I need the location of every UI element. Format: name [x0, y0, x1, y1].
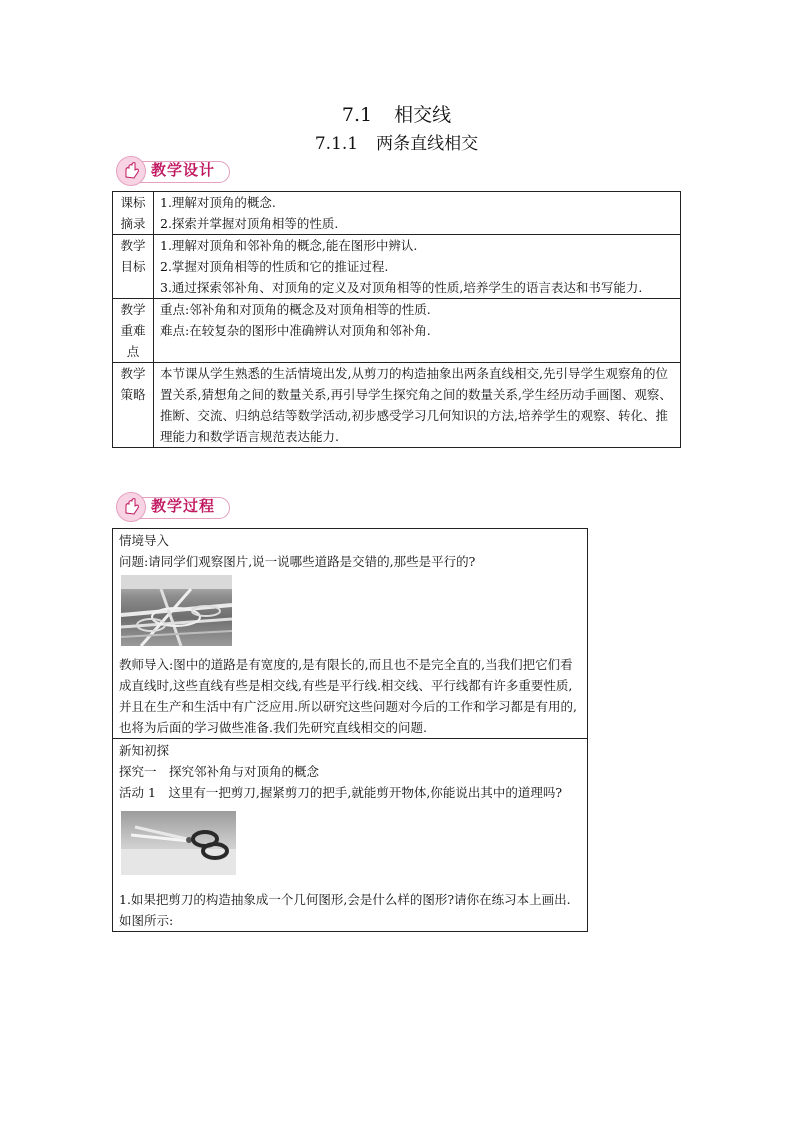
badge-hand-icon	[116, 156, 146, 186]
badge-hand-icon	[116, 492, 146, 522]
section-title	[0, 100, 793, 127]
subsection-number: 7.1.1	[314, 134, 359, 154]
section-number: 7.1	[341, 104, 373, 126]
content-line: 2.探索并掌握对顶角相等的性质.	[160, 216, 339, 231]
subsection-title	[0, 129, 793, 154]
row-content	[154, 363, 681, 448]
row-label	[113, 235, 154, 299]
row-label-line: 教学	[120, 238, 146, 253]
process-cell-intro	[113, 529, 588, 739]
row-label-line: 教学	[120, 302, 146, 317]
content-line: 本节课从学生熟悉的生活情境出发,从剪刀的构造抽象出两条直线相交,先引导学生观察角的位置关系,猜想角之间的数量关系,再引导学生探究角之间的数量关系,学生经历动手画图、观察、推断、交流、归纳总结等数学活动,初步感受学习几何知识的方法,培养学生的观察、转化、推理能力和数学语言规范表达能力.	[160, 366, 672, 444]
content-line: 2.掌握对顶角相等的性质和它的推证过程.	[160, 259, 389, 274]
teacher-intro-text: 教师导入:图中的道路是有宽度的,是有限长的,而且也不是完全直的,当我们把它们看成直线时,这些直线有些是相交线,有些是平行线.相交线、平行线都有许多重要性质,并且在生产和生活中有广泛应用.所以研究这些问题对今后的工作和学习都是有用的,也将为后面的学习做些准备.我们先研究直线相交的问题.	[119, 657, 577, 735]
table-row	[113, 363, 681, 448]
content-line: 1.理解对顶角和邻补角的概念,能在图形中辨认.	[160, 238, 418, 253]
row-label-line: 课标	[120, 195, 146, 210]
question-text: 问题:请同学们观察图片,说一说哪些道路是交错的,那些是平行的?	[119, 554, 476, 569]
row-content	[154, 235, 681, 299]
process-badge-label: 教学过程	[151, 497, 216, 515]
content-line: 3.通过探索邻补角、对顶角的定义及对顶角相等的性质,培养学生的语言表达和书写能力.	[160, 280, 643, 295]
process-table	[112, 528, 588, 932]
section-heading: 情境导入	[119, 533, 170, 548]
process-badge	[116, 492, 234, 522]
row-content	[154, 299, 681, 363]
row-label-line: 点	[126, 344, 140, 359]
row-label-line: 目标	[120, 259, 146, 274]
row-label	[113, 363, 154, 448]
subsection-title-text: 两条直线相交	[376, 134, 479, 154]
design-table	[112, 191, 681, 448]
section-title-text: 相交线	[394, 104, 452, 126]
road-interchange-photo	[121, 575, 232, 646]
table-row	[113, 299, 681, 363]
process-cell-new	[113, 739, 588, 932]
design-badge-label: 教学设计	[151, 161, 216, 179]
content-line: 重点:邻补角和对顶角的概念及对顶角相等的性质.	[160, 302, 431, 317]
design-badge	[116, 156, 234, 186]
content-line: 难点:在较复杂的图形中准确辨认对顶角和邻补角.	[160, 323, 431, 338]
row-label-line: 重难	[120, 323, 146, 338]
row-label	[113, 299, 154, 363]
row-content	[154, 192, 681, 235]
question-one-text: 1.如果把剪刀的构造抽象成一个几何图形,会是什么样的图形?请你在练习本上画出.	[119, 892, 571, 907]
row-label-line: 摘录	[120, 216, 146, 231]
table-row	[113, 235, 681, 299]
process-row	[113, 529, 588, 739]
activity-text: 活动 1 这里有一把剪刀,握紧剪刀的把手,就能剪开物体,你能说出其中的道理吗?	[119, 785, 563, 800]
scissors-photo	[121, 811, 236, 875]
as-shown-text: 如图所示:	[119, 913, 174, 928]
table-row	[113, 192, 681, 235]
section-heading: 新知初探	[119, 743, 170, 758]
process-row	[113, 739, 588, 932]
explore-heading: 探究一 探究邻补角与对顶角的概念	[119, 764, 320, 779]
content-line: 1.理解对顶角的概念.	[160, 195, 276, 210]
row-label-line: 教学	[120, 366, 146, 381]
row-label-line: 策略	[120, 387, 146, 402]
row-label	[113, 192, 154, 235]
